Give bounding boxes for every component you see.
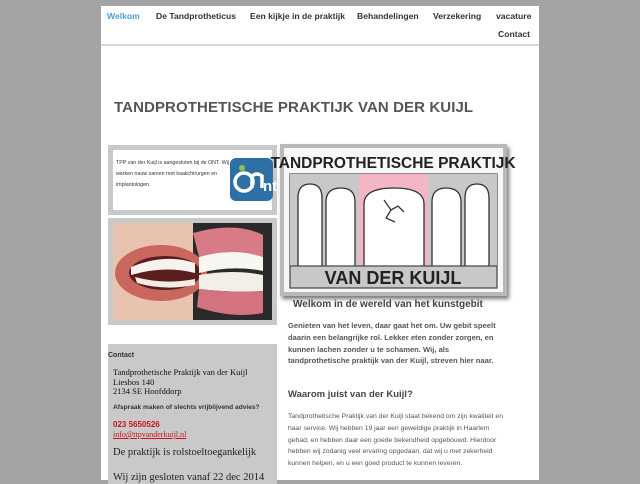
contact-address xyxy=(113,368,247,397)
contact-label: Contact xyxy=(108,352,135,359)
page-container xyxy=(101,6,539,483)
contact-box xyxy=(108,344,277,484)
address-line: 2134 SE Hoofddorp xyxy=(113,386,182,396)
contact-email-link[interactable]: info@ttpvanderkuijl.nl xyxy=(113,430,187,439)
welkom-heading: Welkom in de wereld van het kunstgebit xyxy=(293,299,483,310)
logo-line1: TANDPROTHETISCHE PRAKTIJK xyxy=(270,155,516,172)
address-line: Liesbos 140 xyxy=(113,376,155,387)
nav-item-kijkje[interactable]: Een kijkje in de praktijk xyxy=(250,11,346,21)
rolstoel-text: De praktijk is rolstoeltoegankelijk xyxy=(113,447,257,458)
gesloten-text: Wij zijn gesloten vanaf 22 dec 2014 xyxy=(113,472,265,483)
waarom-heading: Waarom juist van der Kuijl? xyxy=(288,389,413,400)
nav-item-verzekering[interactable]: Verzekering xyxy=(433,11,482,21)
ont-logo-icon[interactable] xyxy=(230,158,278,201)
afspraak-text: Afspraak maken of slechts vrijblijvend advies? xyxy=(113,404,260,411)
body-text: Tandprothetische Praktijk van der Kuijl staat bekend om zijn kwaliteit en haar service. Wij hebben 19 jaar een geweldige praktijk in Haarlem gehad, en hebben daar een goede bekendheid opgebouwd. Hierdoor hebben wij zodanig veel ervaring opgedaan, dat wij u met zekerheid kunnen helpen, en u een goed product te kunnen leveren. xyxy=(288,413,503,468)
page-title: TANDPROTHETISCHE PRAKTIJK VAN DER KUIJL xyxy=(114,99,474,116)
smile-photo-box xyxy=(108,218,277,325)
nav-item-welkom[interactable]: Welkom xyxy=(107,11,140,21)
nav-item-behandelingen[interactable]: Behandelingen xyxy=(357,11,419,21)
nav-item-contact[interactable]: Contact xyxy=(498,29,530,39)
intro-text: Genieten van het leven, daar gaat het om. Uw gebit speelt daarin een belangrijke rol. Lekker eten zonder zorgen, en kunnen lachen zonder u te schamen. Wij, als tandprothetische praktijk van der Kuijl, streven hier naar. xyxy=(288,321,496,366)
ont-box xyxy=(108,145,277,215)
address-line: Tandprothetische Praktijk van der Kuijl xyxy=(113,367,248,377)
nav-item-vacature[interactable]: vacature xyxy=(496,11,532,21)
contact-phone[interactable]: 023 5650526 xyxy=(113,420,160,429)
ont-logo-text: nt xyxy=(263,178,278,195)
logo-line2: VAN DER KUIJL xyxy=(324,268,462,288)
main-navigation xyxy=(101,6,539,46)
ont-description: TPP van der Kuijl is aangesloten bij de ONT. Wij werken nauw samen met kaakchirurgen en implantologen. xyxy=(116,160,229,188)
nav-item-tandprotheticus[interactable]: De Tandprotheticus xyxy=(156,11,237,21)
ont-inner xyxy=(113,150,278,210)
smile-photo xyxy=(113,223,272,320)
